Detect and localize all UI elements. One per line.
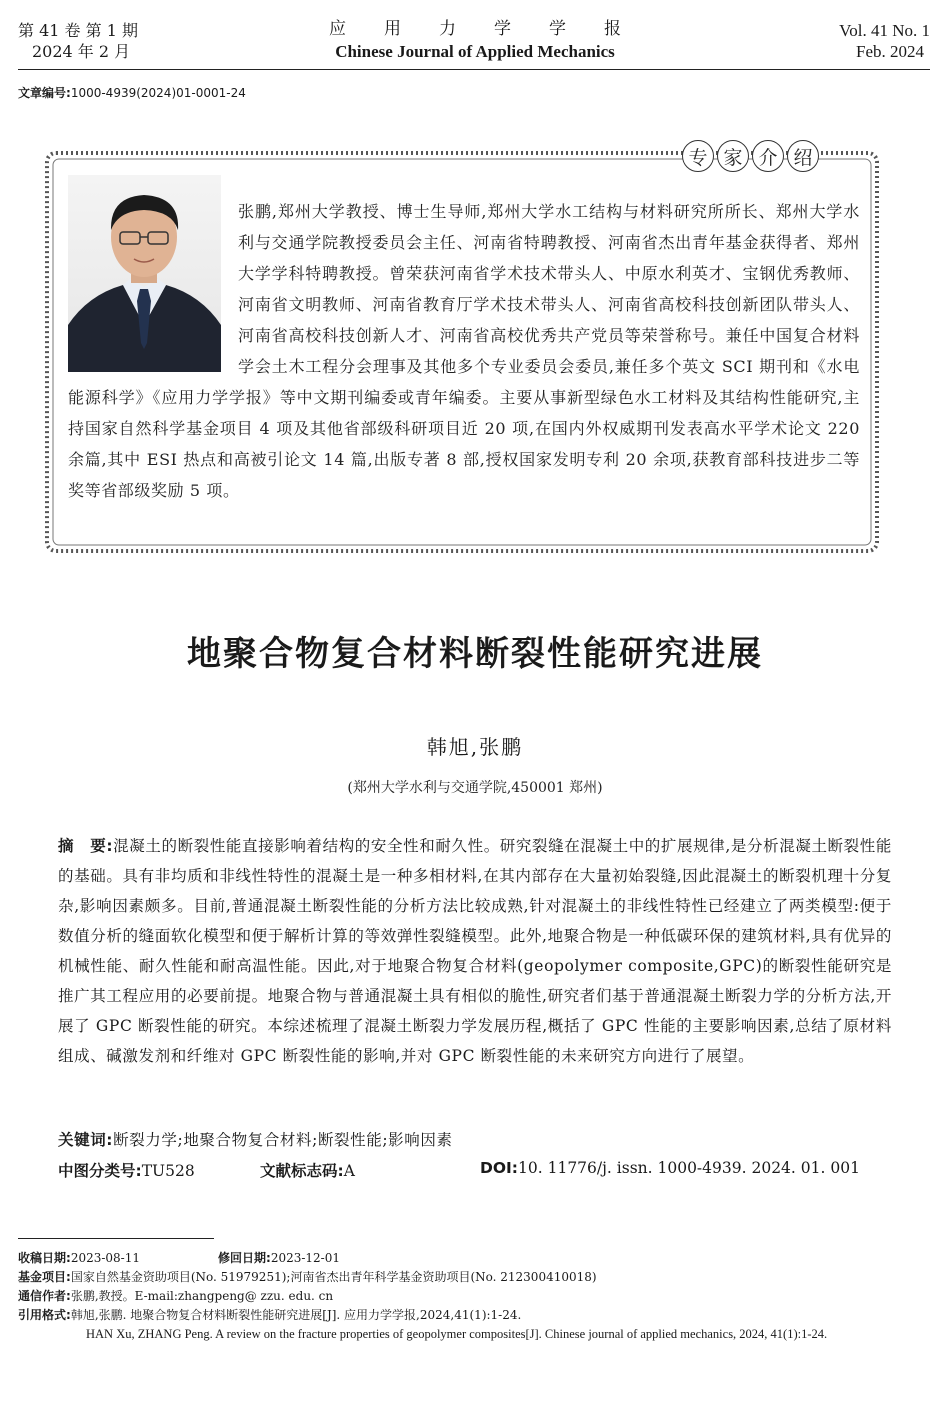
citation-label: 引用格式: xyxy=(18,1308,71,1322)
journal-name-cn: 应用力学学报 xyxy=(329,19,659,39)
revised-date: 2023-12-01 xyxy=(270,1251,340,1265)
doi-label: DOI: xyxy=(480,1159,519,1177)
doi-value: 10. 11776/j. issn. 1000-4939. 2024. 01. 001 xyxy=(518,1159,860,1177)
received-date: 2023-08-11 xyxy=(70,1251,140,1265)
journal-name-en: Chinese Journal of Applied Mechanics xyxy=(335,42,615,61)
article-number xyxy=(18,84,246,101)
footnote-rule xyxy=(18,1238,214,1239)
corresponding-text: 张鹏,教授。E-mail:zhangpeng@ zzu. edu. cn xyxy=(70,1289,334,1303)
paper-affiliation: (郑州大学水利与交通学院,450001 郑州) xyxy=(347,780,603,796)
document-code-label: 文献标志码: xyxy=(260,1162,344,1180)
citation-cn: 韩旭,张鹏. 地聚合物复合材料断裂性能研究进展[J]. 应用力学学报,2024,41(1):1-24. xyxy=(70,1308,522,1322)
clc-label: 中图分类号: xyxy=(58,1162,142,1180)
issue-info-cn xyxy=(18,20,138,62)
corresponding-label: 通信作者: xyxy=(18,1289,71,1303)
fund-text: 国家自然基金资助项目(No. 51979251);河南省杰出青年科学基金资助项目(No. 212300410018) xyxy=(70,1270,597,1284)
clc-number xyxy=(58,1159,195,1181)
paper-title: 地聚合物复合材料断裂性能研究进展 xyxy=(187,634,763,674)
expert-intro-badge xyxy=(682,140,819,172)
dates-row xyxy=(18,1249,930,1268)
header-rule xyxy=(18,69,930,70)
article-number-value: 1000-4939(2024)01-0001-24 xyxy=(70,86,246,100)
paper-authors: 韩旭,张鹏 xyxy=(426,735,524,759)
expert-bio-text: 张鹏,郑州大学教授、博士生导师,郑州大学水工结构与材料研究所所长、郑州大学水利与交通学院教授委员会主任、河南省特聘教授、河南省杰出青年基金获得者、郑州大学学科特聘教授。曾荣获河南省学术技术带头人、中原水利英才、宝钢优秀教师、河南省文明教师、河南省教育厅学术技术带头人、河南省高校科技创新团队带头人、河南省高校科技创新人才、河南省高校优秀共产党员等荣誉称号。兼任中国复合材料学会土木工程分会理事及其他多个专业委员会委员,兼任多个英文 SCI 期刊和《水电能源科学》《应用力学学报》等中文期刊编委或青年编委。主要从事新型绿色水工材料及其结构性能研究,主持国家自然科学基金项目 4 项及其他省部级科研项目近 20 项,在国内外权威期刊发表高水平学术论文 220 余篇,其中 ESI 热点和高被引论文 14 篇,出版专著 8 部,授权国家发明专利 20 余项,获教育部科技进步二等奖等省部级奖励 5 项。 xyxy=(68,202,860,500)
citation-row xyxy=(18,1306,930,1325)
footnotes xyxy=(18,1249,930,1344)
article-number-label: 文章编号: xyxy=(18,86,71,100)
document-code-value: A xyxy=(343,1162,355,1180)
badge-char: 专 xyxy=(682,140,714,172)
volume-en: Vol. 41 No. 1 xyxy=(839,21,930,40)
date-en: Feb. 2024 xyxy=(856,42,924,61)
date-cn: 2024 年 2 月 xyxy=(32,42,131,61)
corresponding-row xyxy=(18,1287,930,1306)
abstract-text: 混凝土的断裂性能直接影响着结构的安全性和耐久性。研究裂缝在混凝土中的扩展规律,是分析混凝土断裂性能的基础。具有非均质和非线性特性的混凝土是一种多相材料,在其内部存在大量初始裂缝,因此混凝土的断裂机理十分复杂,影响因素颇多。目前,普通混凝土断裂性能的分析方法比较成熟,针对混凝土的非线性特性已经建立了两类模型:便于数值分析的缝面软化模型和便于解析计算的等效弹性裂缝模型。此外,地聚合物是一种低碳环保的建筑材料,具有优异的机械性能、耐久性能和耐高温性能。因此,对于地聚合物复合材料(geopolymer composite,GPC)的断裂性能研究是推广其工程应用的必要前提。地聚合物与普通混凝土具有相似的脆性,研究者们基于普通混凝土断裂力学的分析方法,开展了 GPC 断裂性能的研究。本综述梳理了混凝土断裂力学发展历程,概括了 GPC 性能的主要影响因素,总结了原材料组成、碱激发剂和纤维对 GPC 断裂性能的影响,并对 GPC 断裂性能的未来研究方向进行了展望。 xyxy=(58,837,892,1065)
document-code xyxy=(260,1159,355,1181)
revised xyxy=(218,1249,340,1268)
doi xyxy=(480,1159,860,1177)
keywords xyxy=(58,1128,453,1150)
badge-char: 绍 xyxy=(787,140,819,172)
received-label: 收稿日期: xyxy=(18,1251,71,1265)
keywords-text: 断裂力学;地聚合物复合材料;断裂性能;影响因素 xyxy=(113,1131,453,1149)
abstract-label: 摘 要: xyxy=(58,837,114,855)
clc-value: TU528 xyxy=(141,1162,195,1180)
revised-label: 修回日期: xyxy=(218,1251,271,1265)
fund-label: 基金项目: xyxy=(18,1270,71,1284)
expert-bio xyxy=(68,196,860,506)
badge-char: 家 xyxy=(717,140,749,172)
badge-char: 介 xyxy=(752,140,784,172)
volume-cn: 第 41 卷 第 1 期 xyxy=(18,21,138,40)
citation-en: HAN Xu, ZHANG Peng. A review on the fracture properties of geopolymer composites[J]. Chinese journal of applied mechanics, 2024, 41(1):1-24. xyxy=(86,1327,828,1341)
keywords-label: 关键词: xyxy=(58,1131,114,1149)
issue-info-en xyxy=(839,20,930,62)
journal-name xyxy=(250,18,700,64)
fund-row xyxy=(18,1268,930,1287)
abstract xyxy=(58,831,892,1071)
